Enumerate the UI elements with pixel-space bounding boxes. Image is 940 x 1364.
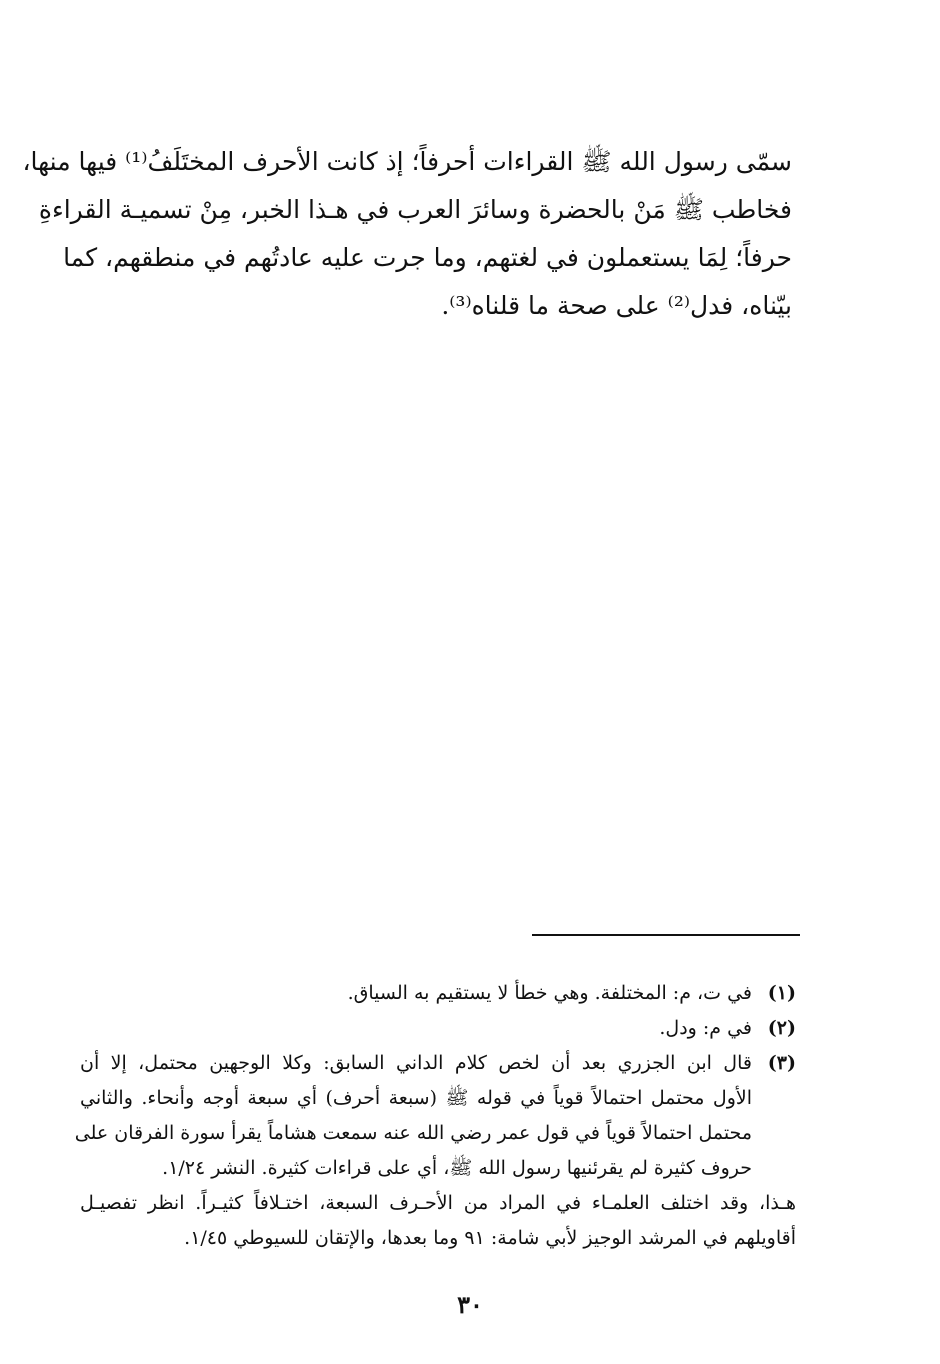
page-number: ٣٠: [457, 1290, 483, 1319]
margin-speck: [900, 262, 930, 276]
footnote-separator: [532, 934, 800, 936]
footnote-line: في ت، م: المختلفة. وهي خطأ لا يستقيم به السياق.: [347, 982, 752, 1004]
footnote-line: قال ابن الجزري بعد أن لخص كلام الداني السابق: وكلا الوجهين محتمل، إلا أن: [80, 1052, 752, 1074]
footnote-marker: (١): [767, 982, 796, 1004]
footnotes-section: [74, 976, 796, 1256]
footnote-line: في م: ودل.: [659, 1017, 752, 1039]
footnote-marker: (٣): [767, 1052, 796, 1074]
footnote-line: حروف كثيرة لم يقرئنيها رسول الله ﷺ، أي على قراءات كثيرة. النشر ١/٢٤.: [162, 1157, 752, 1179]
footnote-line: أقاويلهم في المرشد الوجيز لأبي شامة: ٩١ وما بعدها، والإتقان للسيوطي ١/٤٥.: [184, 1227, 796, 1249]
footnote-1: [80, 976, 796, 1011]
footnote-line: الأول محتمل احتمالاً قوياً في قوله ﷺ (سبعة أحرف) أي سبعة أوجه وأنحاء. والثاني: [80, 1087, 752, 1109]
main-text-line: سمّى رسول الله ﷺ القراءات أحرفاً؛ إذ كانت الأحرف المختَلَفُ⁽¹⁾ فيها منها،: [22, 147, 792, 176]
footnote-line: هـذا، وقد اختلف العلمـاء في المراد من الأحـرف السبعة، اختـلافاً كثيـراً. انظر تفصيـل: [80, 1192, 796, 1214]
main-text-line: فخاطب ﷺ مَنْ بالحضرة وسائرَ العرب في هـذا الخبر، مِنْ تسميـة القراءةِ: [38, 195, 792, 224]
footnote-marker: (٢): [767, 1017, 796, 1039]
footnote-line: محتمل احتمالاً قوياً في قول عمر رضي الله عنه سمعت هشاماً يقرأ سورة الفرقان على: [74, 1122, 752, 1144]
footnote-2: [80, 1011, 796, 1046]
footnote-3: [74, 1046, 796, 1256]
main-text-block: [22, 138, 792, 330]
main-text-line: بيّناه، فدل⁽²⁾ على صحة ما قلناه⁽³⁾.: [441, 291, 792, 320]
main-text-line: حرفاً؛ لِمَا يستعملون في لغتهم، وما جرت عليه عادتُهم في منطقهم، كما: [63, 243, 792, 272]
